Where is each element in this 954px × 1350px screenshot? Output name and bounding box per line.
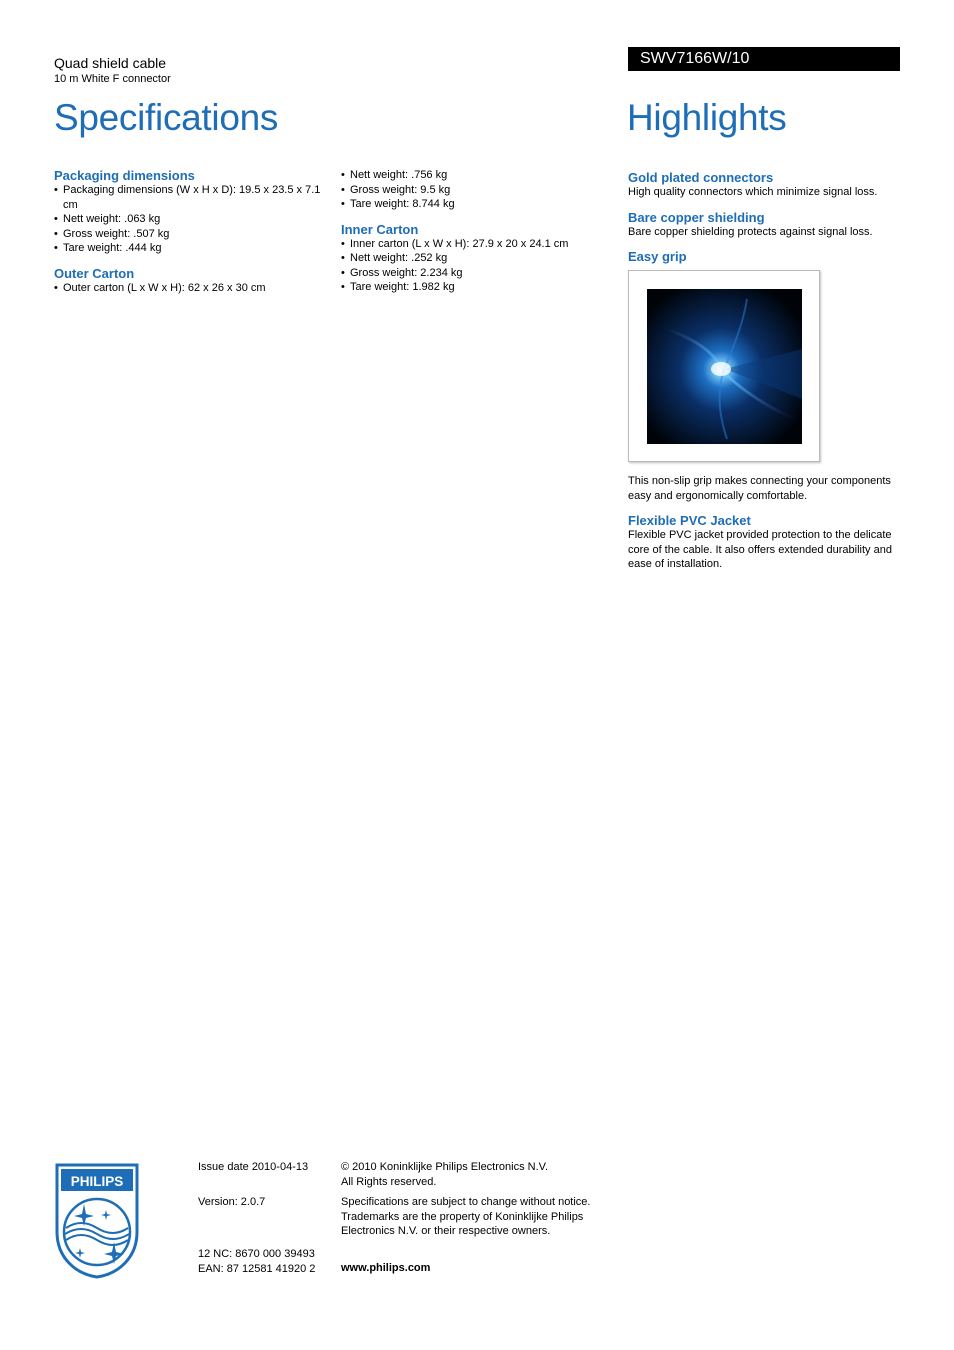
rights-line: All Rights reserved. [341, 1175, 437, 1188]
list-item: • Gross weight: 9.5 kg [341, 183, 611, 198]
outer-carton-list [54, 281, 324, 296]
list-item: • Inner carton (L x W x H): 27.9 x 20 x 24.1 cm [341, 237, 611, 252]
highlight-body: This non-slip grip makes connecting your components easy and ergonomically comfortable. [628, 475, 891, 502]
product-codes [198, 1247, 315, 1276]
list-item: • Nett weight: .756 kg [341, 168, 611, 183]
inner-carton-list [341, 237, 611, 295]
easy-grip-image [628, 270, 820, 462]
list-item: • Nett weight: .252 kg [341, 251, 611, 266]
specs-column-left [54, 168, 324, 295]
section-heading-packaging: Packaging dimensions [54, 168, 195, 183]
packaging-list [54, 183, 324, 256]
highlight-heading: Flexible PVC Jacket [628, 513, 751, 528]
list-item: • Tare weight: 1.982 kg [341, 280, 611, 295]
copyright [341, 1160, 601, 1189]
highlight-body: Bare copper shielding protects against signal loss. [628, 225, 873, 238]
list-item: • Outer carton (L x W x H): 62 x 26 x 30 cm [54, 281, 324, 296]
list-item: • Gross weight: .507 kg [54, 227, 324, 242]
highlight-body: Flexible PVC jacket provided protection to the delicate core of the cable. It also offers extended durability and ease of installation. [628, 529, 892, 570]
product-subtitle: 10 m White F connector [54, 73, 171, 85]
list-item: • Tare weight: 8.744 kg [341, 197, 611, 212]
logo-text: PHILIPS [70, 1174, 124, 1189]
outer-carton-list-cont [341, 168, 611, 212]
issue-date: Issue date 2010-04-13 [198, 1161, 309, 1173]
list-item: • Tare weight: .444 kg [54, 241, 324, 256]
blue-light-image [647, 289, 802, 444]
product-name: Quad shield cable [54, 55, 167, 71]
model-number: SWV7166W/10 [640, 50, 750, 67]
model-bar [628, 47, 900, 71]
website-link[interactable]: www.philips.com [341, 1262, 431, 1274]
version: Version: 2.0.7 [198, 1196, 266, 1208]
highlight-heading: Easy grip [628, 249, 687, 264]
nc-code: 12 NC: 8670 000 39493 [198, 1248, 315, 1260]
highlight-heading: Gold plated connectors [628, 170, 774, 185]
disclaimer: Specifications are subject to change without notice. Trademarks are the property of Koninklijke Philips Electronics N.V. or their respective owners. [341, 1196, 591, 1237]
list-item: • Nett weight: .063 kg [54, 212, 324, 227]
highlight-body: High quality connectors which minimize signal loss. [628, 186, 878, 198]
specifications-title: Specifications [54, 97, 279, 138]
specs-column-right [341, 168, 611, 295]
highlights-title: Highlights [627, 97, 787, 138]
philips-shield-logo-icon [54, 1162, 140, 1280]
section-heading-inner-carton: Inner Carton [341, 221, 419, 237]
section-heading-outer-carton: Outer Carton [54, 265, 135, 281]
list-item: • Gross weight: 2.234 kg [341, 266, 611, 281]
copyright-line: © 2010 Koninklijke Philips Electronics N.V. [341, 1161, 549, 1173]
highlights-column [628, 170, 900, 572]
highlight-heading: Bare copper shielding [628, 209, 765, 225]
ean-code: EAN: 87 12581 41920 2 [198, 1262, 316, 1275]
list-item: • Packaging dimensions (W x H x D): 19.5 x 23.5 x 7.1 cm [54, 183, 324, 212]
